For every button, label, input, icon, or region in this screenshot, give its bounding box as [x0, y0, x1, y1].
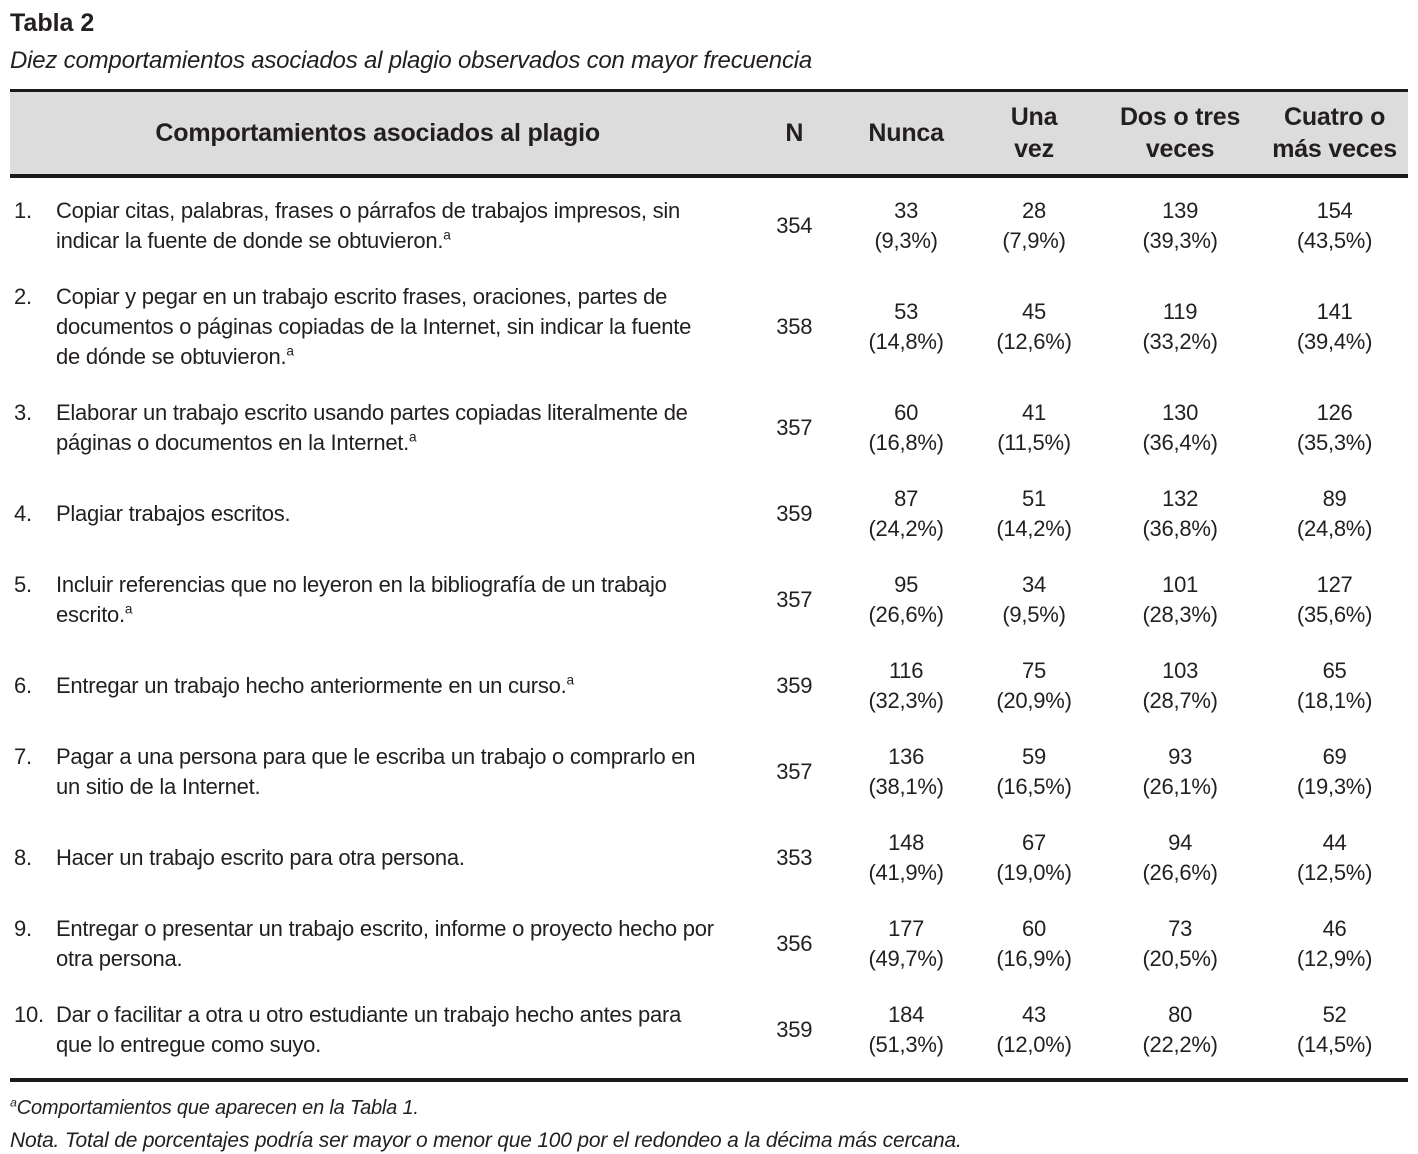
dos-o-tres-veces-cell: [1099, 1000, 1261, 1060]
n-value: 358: [776, 314, 813, 339]
una-vez-percent: (20,9%): [996, 688, 1072, 713]
nunca-cell: [843, 196, 969, 256]
dos-o-tres-veces-percent: (28,3%): [1142, 602, 1218, 627]
nunca-cell: [843, 484, 969, 544]
una-vez-count: 43: [1022, 1002, 1046, 1027]
cuatro-o-mas-veces-cell: [1261, 398, 1408, 458]
n-value: 354: [776, 213, 813, 238]
nunca-count: 148: [888, 830, 925, 855]
header-cuatro-o-mas-veces: [1261, 101, 1408, 165]
una-vez-percent: (12,0%): [996, 1032, 1072, 1057]
dos-o-tres-veces-percent: (28,7%): [1142, 688, 1218, 713]
dos-o-tres-veces-cell: [1099, 398, 1261, 458]
cuatro-o-mas-veces-count: 141: [1316, 299, 1353, 324]
cuatro-o-mas-veces-percent: (19,3%): [1296, 774, 1373, 799]
dos-o-tres-veces-cell: [1099, 742, 1261, 802]
behavior-text: Incluir referencias que no leyeron en la bibliografía de un trabajo escrito.$^a$: [56, 572, 667, 627]
una-vez-count: 51: [1022, 486, 1046, 511]
una-vez-percent: (7,9%): [1002, 228, 1066, 253]
n-value: 359: [776, 673, 813, 698]
nunca-count: 53: [894, 299, 919, 324]
nunca-cell: [843, 570, 969, 630]
dos-o-tres-veces-count: 119: [1162, 299, 1198, 324]
cuatro-o-mas-veces-count: 52: [1322, 1002, 1347, 1027]
header-una-vez: [969, 101, 1099, 165]
una-vez-count: 75: [1022, 658, 1046, 683]
behavior-text: Copiar y pegar en un trabajo escrito frases, oraciones, partes de documentos o páginas copiadas de la Internet, sin indicar la fuente de dónde se obtuvieron.$^a$: [56, 284, 692, 369]
dos-o-tres-veces-percent: (26,6%): [1142, 860, 1218, 885]
behavior-text: Pagar a una persona para que le escriba un trabajo o comprarlo en un sitio de la Internet.: [56, 744, 696, 799]
row-number: 4.: [14, 501, 32, 526]
cuatro-o-mas-veces-count: 127: [1316, 572, 1353, 597]
dos-o-tres-veces-percent: (20,5%): [1142, 946, 1218, 971]
table-row: [10, 557, 1408, 643]
cuatro-o-mas-veces-count: 44: [1322, 830, 1347, 855]
cuatro-o-mas-veces-cell: [1261, 196, 1408, 256]
dos-o-tres-veces-cell: [1099, 196, 1261, 256]
behavior-cell: [10, 1000, 745, 1060]
table-row: [10, 901, 1408, 987]
dos-o-tres-veces-count: 93: [1168, 744, 1193, 769]
n-value: 359: [776, 501, 813, 526]
table-row: [10, 269, 1408, 385]
n-value: 357: [776, 759, 813, 784]
cuatro-o-mas-veces-cell: [1261, 570, 1408, 630]
behavior-cell: [10, 570, 745, 630]
una-vez-percent: (16,9%): [996, 946, 1072, 971]
cuatro-o-mas-veces-cell: [1261, 914, 1408, 974]
una-vez-cell: [969, 196, 1099, 256]
nunca-cell: [843, 914, 969, 974]
nunca-percent: (41,9%): [868, 860, 944, 885]
table-row: [10, 385, 1408, 471]
una-vez-cell: [969, 656, 1099, 716]
table-caption: Diez comportamientos asociados al plagio observados con mayor frecuencia: [10, 47, 813, 74]
una-vez-cell: [969, 1000, 1099, 1060]
una-vez-cell: [969, 398, 1099, 458]
behavior-footnote-marker: a: [124, 601, 133, 617]
nunca-count: 136: [888, 744, 925, 769]
header-cuatro-o-mas-veces-label: Cuatro o más veces: [1272, 103, 1397, 163]
dos-o-tres-veces-count: 130: [1162, 400, 1199, 425]
dos-o-tres-veces-cell: [1099, 570, 1261, 630]
n-value: 357: [776, 415, 813, 440]
una-vez-percent: (14,2%): [996, 516, 1072, 541]
dos-o-tres-veces-cell: [1099, 914, 1261, 974]
row-number: 2.: [14, 284, 32, 309]
behavior-text: Elaborar un trabajo escrito usando partes copiadas literalmente de páginas o documentos en la Internet.$^a$: [56, 400, 688, 455]
dos-o-tres-veces-count: 94: [1168, 830, 1193, 855]
una-vez-cell: [969, 828, 1099, 888]
una-vez-percent: (19,0%): [996, 860, 1072, 885]
behavior-text: Hacer un trabajo escrito para otra persona.: [56, 845, 465, 870]
dos-o-tres-veces-percent: (36,8%): [1142, 516, 1218, 541]
una-vez-cell: [969, 570, 1099, 630]
nunca-cell: [843, 656, 969, 716]
dos-o-tres-veces-cell: [1099, 484, 1261, 544]
dos-o-tres-veces-percent: (39,3%): [1142, 228, 1218, 253]
nunca-percent: (9,3%): [874, 228, 938, 253]
table-body: [10, 178, 1408, 1078]
behavior-cell: [10, 742, 745, 802]
behavior-text: Copiar citas, palabras, frases o párrafos de trabajos impresos, sin indicar la fuente de donde se obtuvieron.$^a$: [56, 198, 680, 253]
behavior-text: Plagiar trabajos escritos.: [56, 501, 291, 526]
cuatro-o-mas-veces-percent: (12,5%): [1296, 860, 1373, 885]
una-vez-count: 59: [1022, 744, 1046, 769]
table-row: [10, 471, 1408, 557]
cuatro-o-mas-veces-count: 65: [1322, 658, 1347, 683]
behavior-cell: [10, 282, 745, 372]
table-row: [10, 729, 1408, 815]
cuatro-o-mas-veces-count: 126: [1316, 400, 1353, 425]
table-row: [10, 643, 1408, 729]
nunca-count: 116: [888, 658, 924, 683]
cuatro-o-mas-veces-percent: (18,1%): [1296, 688, 1373, 713]
footnote-a: [10, 1095, 1408, 1121]
footnote-a-text: Comportamientos que aparecen en la Tabla 1.: [16, 1097, 419, 1119]
cuatro-o-mas-veces-count: 46: [1322, 916, 1347, 941]
cuatro-o-mas-veces-percent: (12,9%): [1296, 946, 1373, 971]
dos-o-tres-veces-count: 139: [1162, 198, 1199, 223]
n-value: 353: [776, 845, 813, 870]
dos-o-tres-veces-percent: (33,2%): [1142, 329, 1218, 354]
una-vez-count: 67: [1022, 830, 1046, 855]
nunca-count: 177: [888, 916, 925, 941]
una-vez-count: 60: [1022, 916, 1046, 941]
cuatro-o-mas-veces-cell: [1261, 656, 1408, 716]
nunca-cell: [843, 742, 969, 802]
cuatro-o-mas-veces-cell: [1261, 1000, 1408, 1060]
row-number: 9.: [14, 916, 32, 941]
n-value: 356: [776, 931, 813, 956]
una-vez-percent: (12,6%): [996, 329, 1072, 354]
behavior-text: Entregar un trabajo hecho anteriormente en un curso.$^a$: [56, 672, 574, 698]
nunca-count: 95: [894, 572, 919, 597]
row-number: 8.: [14, 845, 32, 870]
cuatro-o-mas-veces-cell: [1261, 828, 1408, 888]
behavior-cell: [10, 843, 745, 873]
dos-o-tres-veces-count: 80: [1168, 1002, 1193, 1027]
behavior-footnote-marker: a: [286, 343, 294, 359]
data-table: [10, 89, 1408, 1082]
nunca-percent: (26,6%): [868, 602, 944, 627]
dos-o-tres-veces-cell: [1099, 828, 1261, 888]
header-behavior: Comportamientos asociados al plagio: [155, 119, 600, 147]
dos-o-tres-veces-percent: (26,1%): [1142, 774, 1218, 799]
nunca-percent: (32,3%): [868, 688, 944, 713]
dos-o-tres-veces-cell: [1099, 297, 1261, 357]
behavior-footnote-marker: a: [409, 429, 417, 445]
nunca-cell: [843, 828, 969, 888]
nunca-cell: [843, 398, 969, 458]
behavior-text: Entregar o presentar un trabajo escrito, informe o proyecto hecho por otra persona.: [56, 916, 714, 971]
nunca-count: 60: [894, 400, 919, 425]
behavior-cell: [10, 398, 745, 458]
una-vez-cell: [969, 914, 1099, 974]
footnote-marker: a: [10, 1095, 17, 1110]
una-vez-percent: (16,5%): [996, 774, 1072, 799]
nunca-cell: [843, 1000, 969, 1060]
nunca-count: 33: [894, 198, 919, 223]
row-number: 3.: [14, 400, 32, 425]
una-vez-count: 28: [1022, 198, 1046, 223]
behavior-footnote-marker: a: [443, 227, 451, 243]
nunca-percent: (14,8%): [868, 329, 944, 354]
nunca-percent: (16,8%): [868, 430, 944, 455]
n-value: 359: [776, 1017, 813, 1042]
dos-o-tres-veces-cell: [1099, 656, 1261, 716]
cuatro-o-mas-veces-percent: (35,3%): [1296, 430, 1373, 455]
table-label: Tabla 2: [10, 9, 95, 37]
dos-o-tres-veces-count: 101: [1162, 572, 1199, 597]
cuatro-o-mas-veces-count: 154: [1316, 198, 1353, 223]
footnotes: [10, 1095, 1408, 1154]
nunca-cell: [843, 297, 969, 357]
row-number: 7.: [14, 744, 32, 769]
una-vez-cell: [969, 742, 1099, 802]
row-number: 1.: [14, 198, 32, 223]
dos-o-tres-veces-count: 73: [1168, 916, 1193, 941]
cuatro-o-mas-veces-cell: [1261, 742, 1408, 802]
header-n: N: [785, 119, 804, 147]
dos-o-tres-veces-percent: (22,2%): [1142, 1032, 1218, 1057]
row-number: 6.: [14, 673, 32, 698]
nunca-percent: (38,1%): [868, 774, 944, 799]
n-value: 357: [776, 587, 813, 612]
header-dos-o-tres-veces-label: Dos o tres veces: [1119, 103, 1241, 163]
table-header-row: [10, 89, 1408, 178]
header-una-vez-label: Una vez: [1010, 103, 1058, 163]
footnote-nota: Nota. Total de porcentajes podría ser mayor o menor que 100 por el redondeo a la décima más cercana.: [10, 1129, 962, 1152]
cuatro-o-mas-veces-percent: (39,4%): [1296, 329, 1373, 354]
cuatro-o-mas-veces-percent: (24,8%): [1296, 516, 1373, 541]
dos-o-tres-veces-count: 103: [1162, 658, 1199, 683]
table-row: [10, 987, 1408, 1073]
row-number: 10.: [14, 1002, 44, 1027]
behavior-text: Dar o facilitar a otra u otro estudiante un trabajo hecho antes para que lo entregue como suyo.: [56, 1002, 682, 1057]
cuatro-o-mas-veces-percent: (14,5%): [1296, 1032, 1373, 1057]
table-row: [10, 183, 1408, 269]
nunca-percent: (49,7%): [868, 946, 944, 971]
behavior-footnote-marker: a: [566, 672, 574, 688]
una-vez-cell: [969, 484, 1099, 544]
nunca-count: 87: [894, 486, 919, 511]
dos-o-tres-veces-percent: (36,4%): [1142, 430, 1218, 455]
una-vez-count: 41: [1022, 400, 1046, 425]
una-vez-percent: (11,5%): [997, 430, 1071, 455]
una-vez-percent: (9,5%): [1002, 602, 1066, 627]
cuatro-o-mas-veces-cell: [1261, 297, 1408, 357]
behavior-cell: [10, 914, 745, 974]
header-nunca: Nunca: [868, 119, 944, 147]
cuatro-o-mas-veces-count: 69: [1322, 744, 1347, 769]
una-vez-cell: [969, 297, 1099, 357]
nunca-percent: (24,2%): [868, 516, 944, 541]
nunca-percent: (51,3%): [868, 1032, 944, 1057]
behavior-cell: [10, 671, 745, 701]
behavior-cell: [10, 499, 745, 529]
una-vez-count: 34: [1022, 572, 1046, 597]
cuatro-o-mas-veces-percent: (35,6%): [1296, 602, 1373, 627]
una-vez-count: 45: [1022, 299, 1046, 324]
cuatro-o-mas-veces-count: 89: [1322, 486, 1347, 511]
nunca-count: 184: [888, 1002, 925, 1027]
dos-o-tres-veces-count: 132: [1162, 486, 1199, 511]
cuatro-o-mas-veces-percent: (43,5%): [1296, 228, 1373, 253]
table-row: [10, 815, 1408, 901]
header-dos-o-tres-veces: [1099, 101, 1261, 165]
cuatro-o-mas-veces-cell: [1261, 484, 1408, 544]
behavior-cell: [10, 196, 745, 256]
row-number: 5.: [14, 572, 32, 597]
